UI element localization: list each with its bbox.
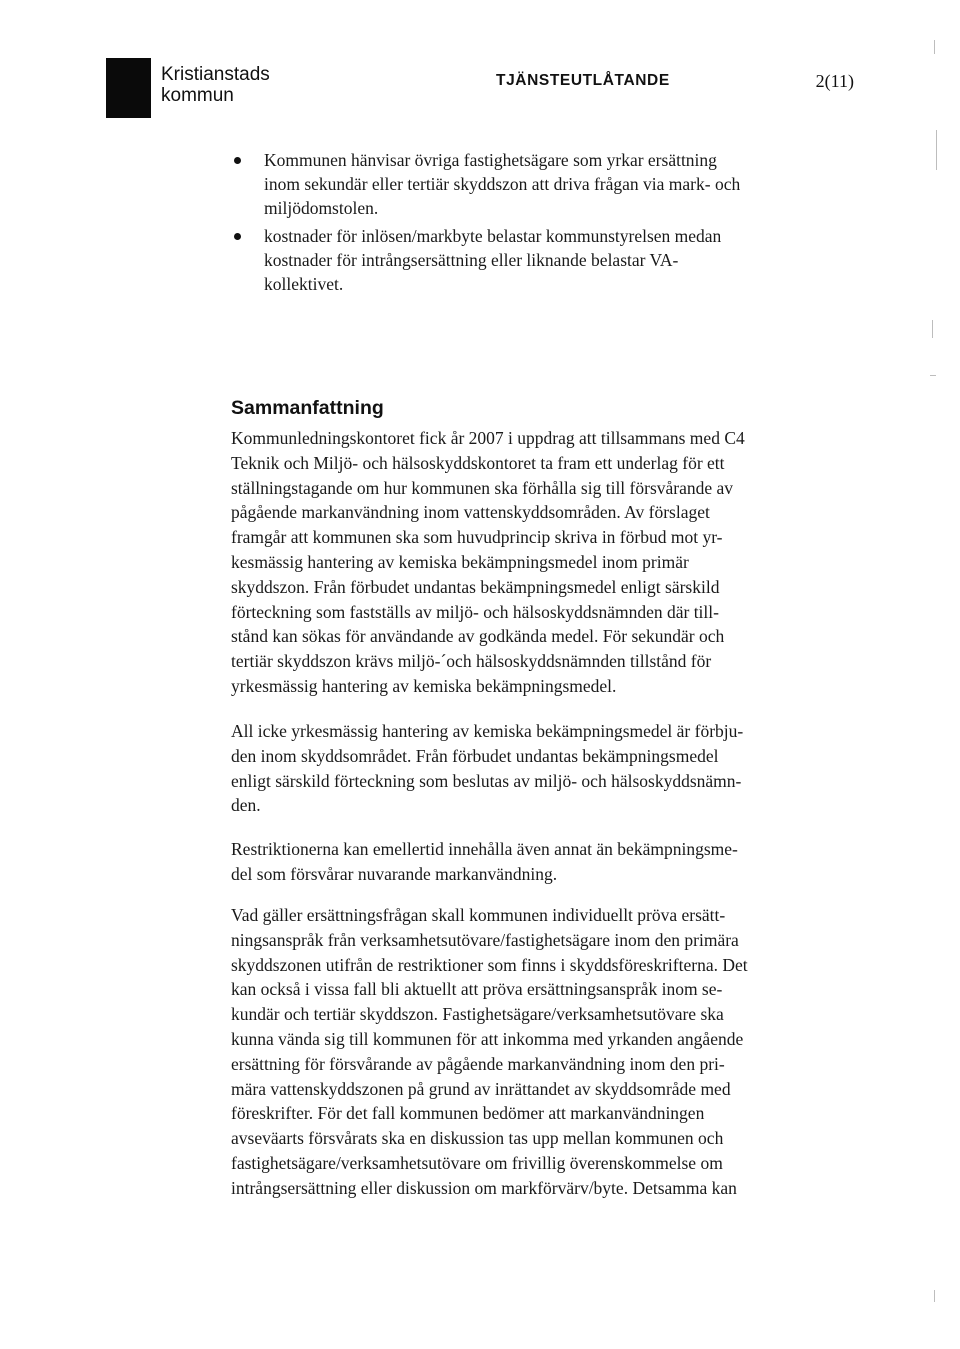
text-line: intrångsersättning eller diskussion om markförvärv/byte. Detsamma kan — [231, 1177, 737, 1198]
text-line: kunna vända sig till kommunen för att inkomma med yrkanden angående — [231, 1028, 744, 1049]
bullet-dot-icon — [234, 157, 241, 164]
summary-paragraph-3 — [231, 837, 791, 887]
text-line: framgår att kommunen ska som huvudprincip skriva in förbud mot yr- — [231, 527, 723, 548]
scan-artifact — [934, 1290, 935, 1302]
text-line: mära vattenskyddszonen på grund av inrättandet av skyddsområde med — [231, 1078, 731, 1099]
text-line: fastighetsägare/verksamhetsutövare om frivillig överenskommelse om — [231, 1152, 723, 1173]
text-line: Restriktionerna kan emellertid innehålla även annat än bekämpningsme- — [231, 839, 738, 859]
municipality-logo-block — [106, 58, 151, 118]
text-line: föreskrifter. För det fall kommunen bedömer att markanvändningen — [231, 1103, 705, 1124]
text-line: enligt särskild förteckning som beslutas av miljö- och hälsoskyddsnämn- — [231, 770, 742, 791]
bullet-line: kostnader för inlösen/markbyte belastar kommunstyrelsen medan — [264, 226, 722, 246]
text-line: avseväarts försvårats ska en diskussion tas upp mellan kommunen och — [231, 1128, 724, 1149]
bullet-item — [231, 224, 791, 296]
bullet-line: kollektivet. — [264, 274, 344, 294]
text-line: skyddszonen utifrån de restriktioner som finns i skyddsföreskrifterna. Det — [231, 954, 748, 975]
bullet-line: inom sekundär eller tertiär skyddszon att driva frågan via mark- och — [264, 174, 741, 194]
bullet-line: miljödomstolen. — [264, 198, 379, 218]
summary-paragraph-1 — [231, 426, 791, 699]
text-line: Vad gäller ersättningsfrågan skall kommunen individuellt pröva ersätt- — [231, 905, 726, 925]
bullet-list — [231, 148, 791, 300]
text-line: ningsanspråk från verksamhetsutövare/fastighetsägare inom den primära — [231, 929, 739, 950]
scan-artifact — [930, 375, 936, 376]
text-line: ersättning för försvårande av pågående markanvändning inom den pri- — [231, 1053, 725, 1074]
bullet-item — [231, 148, 791, 220]
text-line: ställningstagande om hur kommunen ska förhålla sig till försvårande av — [231, 477, 734, 498]
org-name-line-2: kommun — [161, 85, 234, 106]
document-type: TJÄNSTEUTLÅTANDE — [496, 72, 670, 89]
text-line: kundär och tertiär skyddszon. Fastighetsägare/verksamhetsutövare ska — [231, 1004, 724, 1025]
bullet-line: kostnader för intrångsersättning eller liknande belastar VA- — [264, 250, 679, 270]
summary-paragraph-4 — [231, 903, 791, 1201]
organization-name — [161, 64, 270, 106]
bullet-dot-icon — [234, 233, 241, 240]
text-line: den. — [231, 795, 261, 816]
text-line: tertiär skyddszon krävs miljö-´och hälsoskyddsnämnden tillstånd för — [231, 651, 712, 672]
text-line: skyddszon. Från förbudet undantas bekämpningsmedel enligt särskild — [231, 576, 720, 597]
scan-artifact — [934, 40, 935, 54]
page-number: 2(11) — [815, 71, 854, 91]
text-line: kan också i vissa fall bli aktuellt att pröva ersättningsanspråk inom se- — [231, 979, 723, 1000]
scan-artifact — [936, 130, 937, 170]
text-line: yrkesmässig hantering av kemiska bekämpningsmedel. — [231, 675, 617, 696]
section-heading: Sammanfattning — [231, 397, 384, 419]
text-line: stånd kan sökas för användande av godkända medel. För sekundär och — [231, 626, 725, 647]
text-line: All icke yrkesmässig hantering av kemiska bekämpningsmedel är förbju- — [231, 721, 744, 741]
summary-paragraph-2 — [231, 719, 791, 818]
scan-artifact — [932, 320, 933, 338]
text-line: kesmässig hantering av kemiska bekämpningsmedel inom primär — [231, 551, 689, 572]
text-line: den inom skyddsområdet. Från förbudet undantas bekämpningsmedel — [231, 745, 719, 766]
bullet-line: Kommunen hänvisar övriga fastighetsägare som yrkar ersättning — [264, 150, 717, 170]
text-line: Teknik och Miljö- och hälsoskyddskontoret ta fram ett underlag för ett — [231, 452, 725, 473]
text-line: förteckning som fastställs av miljö- och hälsoskyddsnämnden där till- — [231, 601, 719, 622]
org-name-line-1: Kristianstads — [161, 64, 270, 85]
text-line: pågående markanvändning inom vattenskyddsområden. Av förslaget — [231, 502, 710, 523]
text-line: del som försvårar nuvarande markanvändning. — [231, 863, 558, 884]
text-line: Kommunledningskontoret fick år 2007 i uppdrag att tillsammans med C4 — [231, 428, 745, 448]
